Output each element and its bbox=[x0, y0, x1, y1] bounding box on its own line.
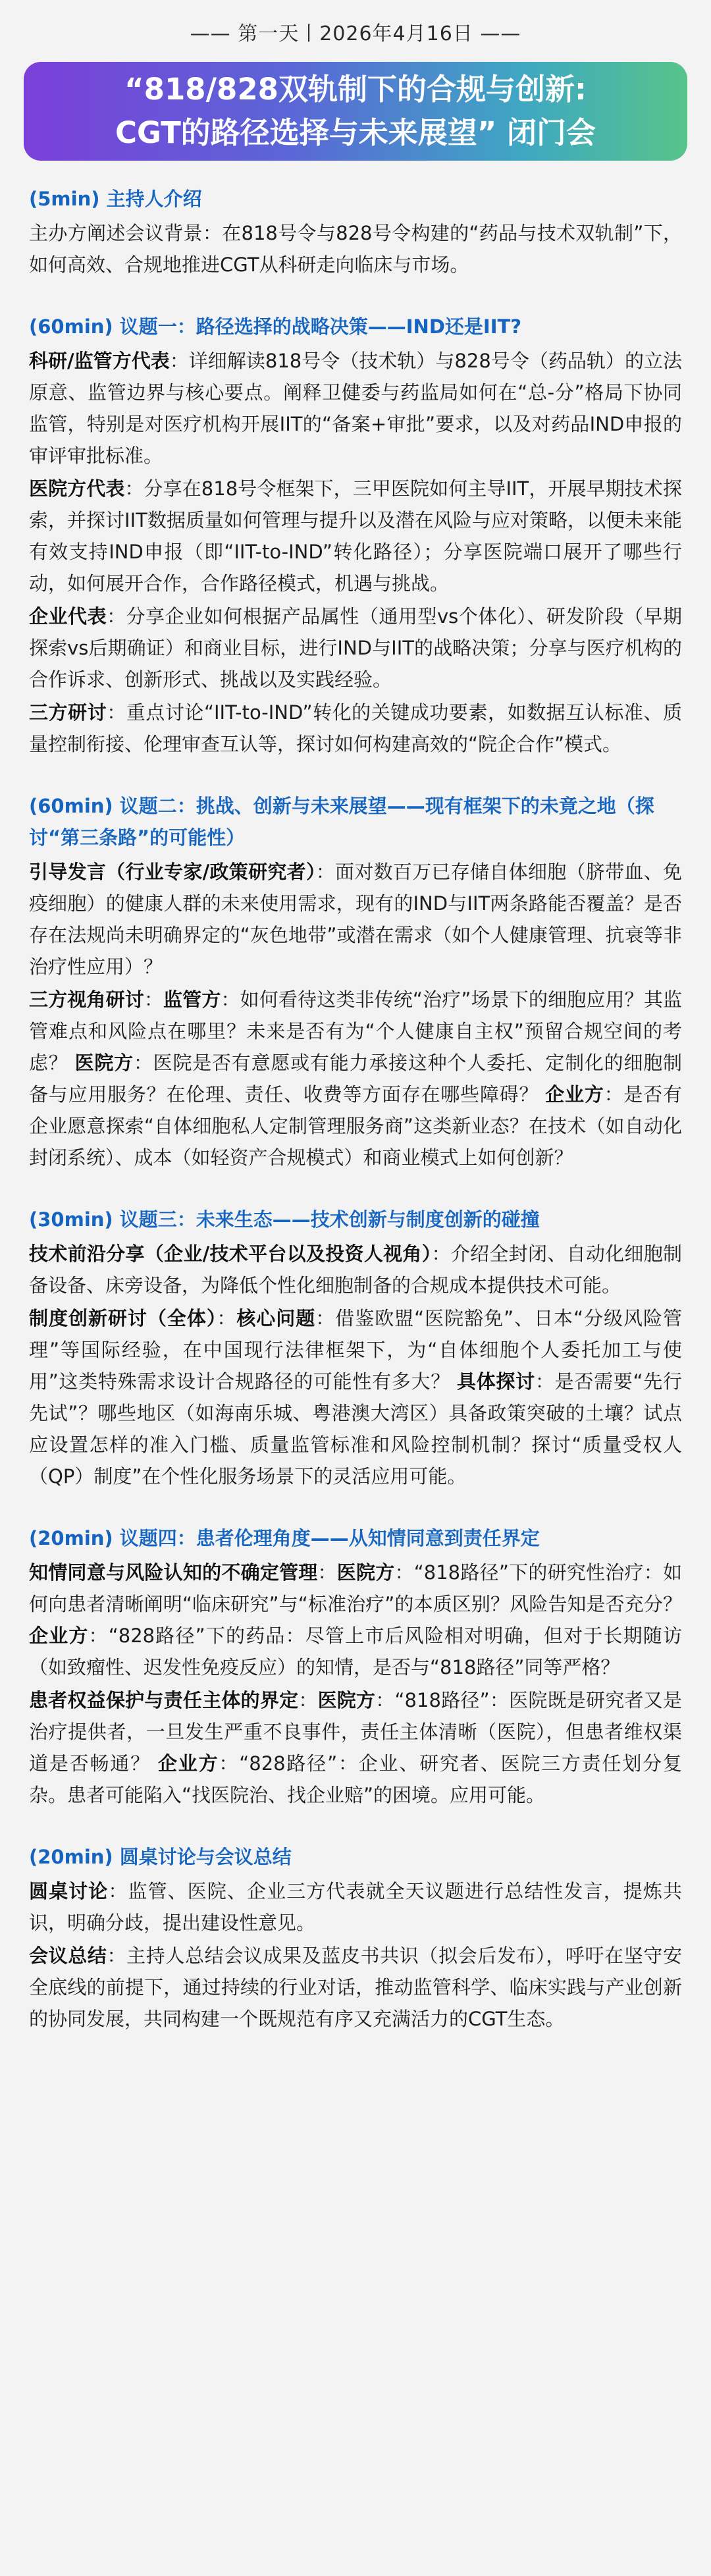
bold-label: 知情同意与风险认知的不确定管理 bbox=[29, 1561, 318, 1584]
bold-label: 医院方代表 bbox=[29, 477, 125, 500]
bold-label: 三方视角研讨 bbox=[29, 988, 144, 1011]
section-paragraph bbox=[29, 217, 682, 281]
text-run: ：分享在818号令框架下，三甲医院如何主导IIT，开展早期技术探索，并探讨IIT数据质量如何管理与提升以及潜在风险与应对策略，以便未来能有效支持IND申报（即“IIT-to-IND”转化路径）；分享医院端口展开了哪些行动，如何展开合作，合作路径模式，机遇与挑战。 bbox=[29, 477, 682, 595]
text-run: ：详细解读818号令（技术轨）与828号令（药品轨）的立法原意、监管边界与核心要点。阐释卫健委与药监局如何在“总-分”格局下协同监管，特别是对医疗机构开展IIT的“备案+审批”要求，以及对药品IND申报的审评审批标准。 bbox=[29, 350, 682, 467]
bold-label: 圆桌讨论 bbox=[29, 1880, 109, 1902]
text-run: ：是否需要“先行先试”？哪些地区（如海南乐城、粤港澳大湾区）具备政策突破的土壤？试点应设置怎样的准入门槛、质量监管标准和风险控制机制？探讨“质量受权人（QP）制度”在个性化服务场景下的灵活应用可能。 bbox=[29, 1370, 683, 1488]
section-paragraph bbox=[29, 601, 682, 695]
bold-label: 患者权益保护与责任主体的界定 bbox=[29, 1689, 299, 1711]
bold-label: 三方研讨 bbox=[29, 701, 107, 724]
section-paragraph bbox=[29, 856, 682, 982]
bold-label: 企业代表 bbox=[29, 605, 107, 628]
section-paragraph bbox=[29, 1238, 682, 1301]
section-paragraph bbox=[29, 473, 682, 599]
bold-label: 会议总结 bbox=[29, 1945, 107, 1967]
section-title: (20min) 圆桌讨论与会议总结 bbox=[29, 1846, 292, 1868]
text-run: ：“828路径”下的药品：尽管上市后风险相对明确，但对于长期随访（如致瘤性、迟发性免疫反应）的知情，是否与“818路径”同等严格？ bbox=[29, 1624, 682, 1678]
text-run: ：如何看待这类非传统“治疗”场景下的细胞应用？其监管难点和风险点在哪里？未来是否有为“个人健康自主权”预留合规空间的考虑？ bbox=[29, 988, 682, 1074]
section-paragraph bbox=[29, 345, 682, 471]
bold-label: 具体探讨 bbox=[456, 1370, 535, 1393]
section-paragraph bbox=[29, 1302, 682, 1492]
text-run: ：重点讨论“IIT-to-IND”转化的关键成功要素，如数据互认标准、质量控制衔接、伦理审查互认等，探讨如何构建高效的“院企合作”模式。 bbox=[29, 701, 682, 755]
bold-label: 核心问题 bbox=[236, 1307, 316, 1329]
bold-label: 医院方 bbox=[74, 1052, 134, 1074]
text-run: 主办方阐述会议背景：在818号令与828号令构建的“药品与技术双轨制”下，如何高效、合规地推进CGT从科研走向临床与市场。 bbox=[29, 222, 682, 276]
bold-label: 制度创新研讨（全体） bbox=[29, 1307, 217, 1329]
text-run: ：医院是否有意愿或有能力承接这种个人委托、定制化的细胞制备与应用服务？在伦理、责任、收费等方面存在哪些障碍？ bbox=[29, 1052, 682, 1106]
section-paragraph bbox=[29, 984, 682, 1173]
text-run: ： bbox=[298, 1689, 318, 1711]
text-run: ：面对数百万已存储自体细胞（脐带血、免疫细胞）的健康人群的未来使用需求，现有的IND与IIT两条路能否覆盖？是否存在法规尚未明确界定的“灰色地带”或潜在需求（如个人健康管理、抗衰等非治疗性应用）？ bbox=[29, 861, 682, 978]
agenda-section bbox=[29, 1204, 682, 1492]
section-title: (60min) 议题一：路径选择的战略决策——IND还是IIT? bbox=[29, 315, 522, 338]
bold-label: 医院方 bbox=[317, 1689, 376, 1711]
section-title: (30min) 议题三：未来生态——技术创新与制度创新的碰撞 bbox=[29, 1208, 540, 1231]
agenda-section bbox=[29, 790, 682, 1173]
section-paragraph bbox=[29, 1684, 682, 1811]
title-banner bbox=[24, 62, 687, 161]
text-run: ：介绍全封闭、自动化细胞制备设备、床旁设备，为降低个性化细胞制备的合规成本提供技术可能。 bbox=[29, 1243, 682, 1297]
bold-label: 企业方 bbox=[545, 1083, 604, 1106]
section-title: (5min) 主持人介绍 bbox=[29, 188, 202, 210]
text-run: ： bbox=[217, 1307, 237, 1329]
text-run: ：借鉴欧盟“医院豁免”、日本“分级风险管理”等国际经验，在中国现行法律框架下，为“自体细胞个人委托加工与使用”这类特殊需求设计合规路径的可能性有多大？ bbox=[29, 1307, 682, 1393]
text-run: ：“818路径”：医院既是研究者又是治疗提供者，一旦发生严重不良事件，责任主体清晰（医院），但患者维权渠道是否畅通？ bbox=[29, 1689, 682, 1775]
agenda-section bbox=[29, 1841, 682, 2035]
bold-label: 医院方 bbox=[336, 1561, 395, 1584]
text-run: ：监管、医院、企业三方代表就全天议题进行总结性发言，提炼共识，明确分歧，提出建设性意见。 bbox=[29, 1880, 682, 1934]
bold-label: 技术前沿分享（企业/技术平台以及投资人视角） bbox=[29, 1243, 432, 1265]
title-line-2: CGT的路径选择与未来展望” 闭门会 bbox=[115, 115, 596, 150]
title-line-1: “818/828双轨制下的合规与创新: bbox=[124, 72, 587, 107]
text-run: ：“818路径”下的研究性治疗：如何向患者清晰阐明“临床研究”与“标准治疗”的本质区别？风险告知是否充分？ bbox=[29, 1561, 682, 1615]
section-paragraph bbox=[29, 1875, 682, 1939]
section-paragraph bbox=[29, 1940, 682, 2035]
bold-label: 企业方 bbox=[157, 1752, 219, 1775]
text-run: ：主持人总结会议成果及蓝皮书共识（拟会后发布），呼吁在坚守安全底线的前提下，通过持续的行业对话，推动监管科学、临床实践与产业创新的协同发展，共同构建一个既规范有序又充满活力的CGT生态。 bbox=[29, 1945, 682, 2030]
bold-label: 企业方 bbox=[29, 1624, 89, 1647]
text-run: ： bbox=[317, 1561, 337, 1584]
section-paragraph bbox=[29, 697, 682, 760]
agenda-content bbox=[29, 183, 682, 2065]
bold-label: 引导发言（行业专家/政策研究者） bbox=[29, 861, 316, 883]
bold-label: 科研/监管方代表 bbox=[29, 350, 170, 372]
agenda-section bbox=[29, 1522, 682, 1811]
text-run: ：分享企业如何根据产品属性（通用型vs个体化）、研发阶段（早期探索vs后期确证）和商业目标，进行IND与IIT的战略决策；分享与医疗机构的合作诉求、创新形式、挑战以及实践经验。 bbox=[29, 605, 682, 691]
agenda-section bbox=[29, 183, 682, 281]
bold-label: 监管方 bbox=[163, 988, 221, 1011]
text-run: ：是否有企业愿意探索“自体细胞私人定制管理服务商”这类新业态？在技术（如自动化封闭系统）、成本（如轻资产合规模式）和商业模式上如何创新？ bbox=[29, 1083, 682, 1169]
text-run: ： bbox=[144, 988, 164, 1011]
section-paragraph bbox=[29, 1557, 682, 1683]
section-title: (60min) 议题二：挑战、创新与未来展望——现有框架下的未竟之地（探讨“第三条路”的可能性） bbox=[29, 795, 654, 849]
text-run: ：“828路径”：企业、研究者、医院三方责任划分复杂。患者可能陷入“找医院治、找企业赔”的困境。应用可能。 bbox=[29, 1752, 683, 1806]
section-title: (20min) 议题四：患者伦理角度——从知情同意到责任界定 bbox=[29, 1527, 540, 1549]
date-line: —— 第一天丨2026年4月16日 —— bbox=[190, 22, 521, 45]
agenda-section bbox=[29, 311, 682, 760]
